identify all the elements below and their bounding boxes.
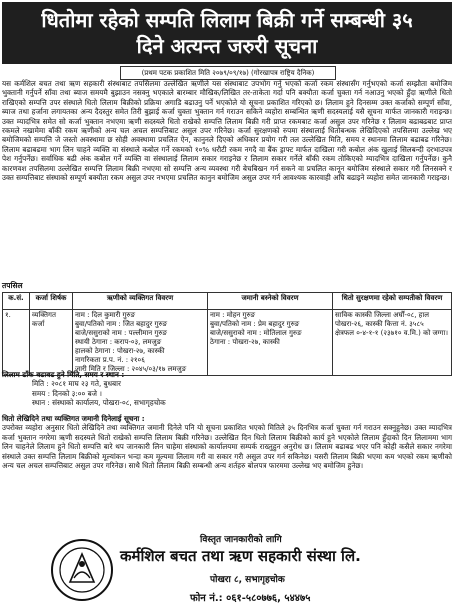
cooperative-logo-icon bbox=[50, 538, 114, 602]
guarantor-line: बुवा/पतिको नाम : प्रेम बहादुर गुरुङ bbox=[210, 320, 300, 328]
col-guarantor-header: जमानी बस्नेको विवरण bbox=[208, 293, 333, 310]
auction-place: स्थान : संस्थाको कार्यालय, पोखरा-०८, सभागृहचोक bbox=[32, 398, 166, 408]
tapasil-label: तपसिल bbox=[2, 281, 23, 290]
notice-body-paragraph: यस कर्मशिल बचत तथा ऋण सहकारी संस्थाबाट तपसिलमा उल्लेखित ऋणीले यस संस्थाबाट उपभोग गर्नु भएको कर्जा रकम संस्थासँग गर्नुभएको कर्जा सम्झौता बमोजिम भुक्तानी गर्नुपर्ने साँवा तथा ब्याज समयमै बुझाउन नसक्नु भएकाले बारम्बार मौखिक/लिखित तर-ताकेता गर्दा पनि बक्यौता कर्जा चुक्ता गर्न नआउनु भएको हुँदा ऋणीले धितो राखिएको सम्पत्ति उपर संस्थाले धितो लिलाम बिक्रीको प्रक्रिया अगाडि बढाउनु पर्ने भएकोले यो सूचना प्रकाशित गरिएको छ। लिलाम हुने दिनसम्म उक्त कर्जाको सम्पूर्ण साँवा, ब्याज तथा हर्जाना लगायतका अन्य दैदस्तुर समेत तिरी बुझाई कर्जा चुक्ता भुक्तान गर्न गराउन सकिने व्यहोरा सम्बन्धित ऋणी सदस्यलाई यसै सूचना मार्फत जानकारी गराइन्छ। उक्त म्यादभित्र समेत सो कर्जा भुक्तान नभएमा ऋणी सदस्यले धितो राखेको सम्पत्ति लिलाम बिक्री गरी प्राप्त रकमबाट कर्जा असुल उपर गरिनेछ र लिलाम बढाबढबाट प्राप्त रकमले नखामेमा बाँकी रकम ऋणीको अन्य चल अचल सम्पत्तिबाट असुल उपर गरिनेछ। कर्जा सुरक्षणको रुपमा संस्थालाई धितोबन्धक लेखिदिएको तपसिलमा उल्लेख भए बमोजिमको सम्पत्ति जे जस्तो अवस्थामा छ सोही अवस्थामा प्रचलित ऐन, कानुनले दिएको अधिकार प्रयोग गरी तल उल्लेखित मिति, समय र स्थानमा लिलाम बढाबढ गरिनेछ। लिलाम बढाबढमा भाग लिन चाहने व्यक्ति वा संस्थाले कबोल गर्ने रकमको १०% धरौटी रकम नगदै वा बैंक ड्राफ्ट मार्फत दाखिला गरी कबोल अंक खुलाई सिलबन्दी दरभाउपत्र पेश गर्नुपर्नेछ। सर्वाधिक बढी अंक कबोल गर्ने व्यक्ति वा संस्थालाई लिलाम सकार गराइनेछ र लिलाम सकार गर्नेले बाँकी रकम तोकिएको म्यादभित्र दाखिला गर्नुपर्नेछ। कुनै कारणवश तपसिलमा उल्लेखित सम्पत्ति लिलाम बिक्री नभएमा सो सम्पत्ति अन्य व्यवस्था गरी बेचबिखन गर्न सकने वा प्रचलित कानून बमोजिम संस्थाले सकार गरी लिनसक्ने र उक्त सम्पत्तिबाट संस्थाको सम्पूर्ण बक्यौता रकम असुल उपर नभएमा प्रचलित कानुन बमोजिम असुल उपर गर्न आवश्यक कारवाही अघि बढाइने व्यहोरा समेत जानकारी गराइन्छ। bbox=[2, 79, 452, 183]
borrower-line: बुवा/पतिको नाम : जित बहादुर गुरुङ bbox=[75, 320, 168, 328]
owner-notice bbox=[2, 414, 452, 470]
publication-info: (प्रथम पटक प्रकाशित मिति २०७९/०९/१७) (गोरखापत्र राष्ट्रिय दैनिक) bbox=[120, 66, 336, 80]
collateral-line: क्षेत्रफल ०-४-१-१ (२३७१० व.मि.) को जग्गा। bbox=[335, 329, 449, 337]
borrower-line: नाम : दिल कुमारी गुरुङ bbox=[75, 311, 136, 319]
title-line-1: धितोमा रहेको सम्पति लिलाम बिक्री गर्ने सम्बन्धी ३५ bbox=[41, 8, 413, 32]
borrower-line: बाजे/ससुराको नाम : पल्लीमान गुरुङ bbox=[75, 329, 167, 337]
borrower-line: जारी मिति र जिल्ला : २०४५/०३/१७ लमजुङ bbox=[75, 365, 187, 373]
title-line-2: दिने अत्यन्त जरुरी सूचना bbox=[136, 34, 318, 58]
guarantor-line: बाजे/ससुराको नाम : मोतिलाल गुरुङ bbox=[210, 329, 302, 337]
table-header-row bbox=[3, 293, 452, 310]
auction-date: मिति : २०८१ माघ २३ गते, बुधबार bbox=[32, 379, 121, 389]
col-borrower-header: ऋणीको व्यक्तिगत विवरण bbox=[73, 293, 208, 310]
auction-time: समय : दिनको ३:०० बजे । bbox=[32, 388, 103, 398]
cell-sn: १. bbox=[3, 310, 30, 376]
col-sn-header: क.सं. bbox=[3, 293, 30, 310]
cell-loan-type: व्यक्तिगत कर्जा bbox=[30, 310, 73, 376]
footer-phone: फोन नं.: ०६१-५८०७७६, ५४४७५ bbox=[190, 593, 311, 604]
borrower-line: हालको ठेगाना : पोखरा-२७, कास्की bbox=[75, 347, 165, 355]
owner-notice-text: उपरोक्त व्यहोरा अनुसार धितो लेखिदिने तथा व्यक्तिगत जमानी दिनेले पनि यो सूचना प्रकाशित भएको मितिले ३५ दिनभित्र कर्जा चुक्ता गर्न गराउन सक्नुहुनेछ। उक्त म्यादभित्र कर्जा भुक्तान नगरेमा ऋणी सदस्यले धितो राखेको सम्पत्ति लिलाम बिक्री गरिनेछ। उल्लेखित दिन धितो लिलाम बिक्रीको कार्य हुने भएकोले लिलाम हुँदाको दिन लिलाममा भाग लिन चाहनेले लिलाम हुने धितो सम्पत्ति बारे थप जानकारी लिन चाहेमा संस्थाको कार्यालयमा सम्पर्क राख्नुहुन अनुरोध छ। लिलाम बढाबढ भएर पनि कोही कसैले सकार नगरेमा संस्थाले उक्त सम्पत्ति लिलाम बिक्रीको मूल्यांकन भन्दा कम मूल्यमा लिलाम गरी वा सकार गरी असुल उपर गर्न सकिनेछ। यसरी लिलाम बिक्री भएमा कम भएको रकम ऋणीको अन्य चल अचल सम्पत्तिबाट असुल उपर गरिनेछ। साथै धितो लिलाम बिक्री सम्बन्धी अन्य शर्तहरु बोलपत्र फारममा उल्लेख भए बमोजिम हुनेछ। bbox=[2, 423, 452, 471]
table-row bbox=[3, 310, 452, 376]
details-table bbox=[2, 292, 452, 376]
guarantor-line: नाम : मोहन गुरुङ bbox=[210, 311, 256, 319]
cell-guarantor bbox=[208, 310, 333, 376]
notice-title-banner bbox=[2, 2, 452, 64]
collateral-line: साविक कास्की जिल्ला अर्घौं-०८, हाल पोखरा-२६, कास्की कित्ता नं. ३५८५ bbox=[335, 311, 429, 328]
borrower-line: नागरिकता प्र.प. नं. : २१०६ bbox=[75, 356, 145, 364]
footer-address: पोखरा ८, सभागृहचोक bbox=[210, 575, 285, 585]
auction-heading: लिलाम ढाँक बढाबढ हुने मिति, समय र स्थान : bbox=[2, 370, 125, 379]
col-loan-type-header: कर्जा शिर्षक bbox=[30, 293, 73, 310]
cell-borrower bbox=[73, 310, 208, 376]
auction-details bbox=[2, 370, 166, 408]
guarantor-line: ठेगाना : पोखरा-२७, कास्की bbox=[210, 338, 280, 346]
cell-collateral bbox=[333, 310, 452, 376]
footer-caption: विस्तृत जानकारीको लागि bbox=[200, 535, 282, 545]
owner-notice-heading: धितो लेखिदिने तथा व्यक्तिगत जमानी दिनेलाई सूचना : bbox=[2, 414, 145, 423]
borrower-line: स्थायी ठेगाना : कराप-०३, लमजुङ bbox=[75, 338, 162, 346]
footer-block bbox=[50, 532, 400, 610]
footer-org-name: कर्मशिल बचत तथा ऋण सहकारी संस्था लि. bbox=[120, 547, 361, 565]
col-collateral-header: धितो सुरक्षणमा रहेको सम्पतीको विवरण bbox=[333, 293, 452, 310]
